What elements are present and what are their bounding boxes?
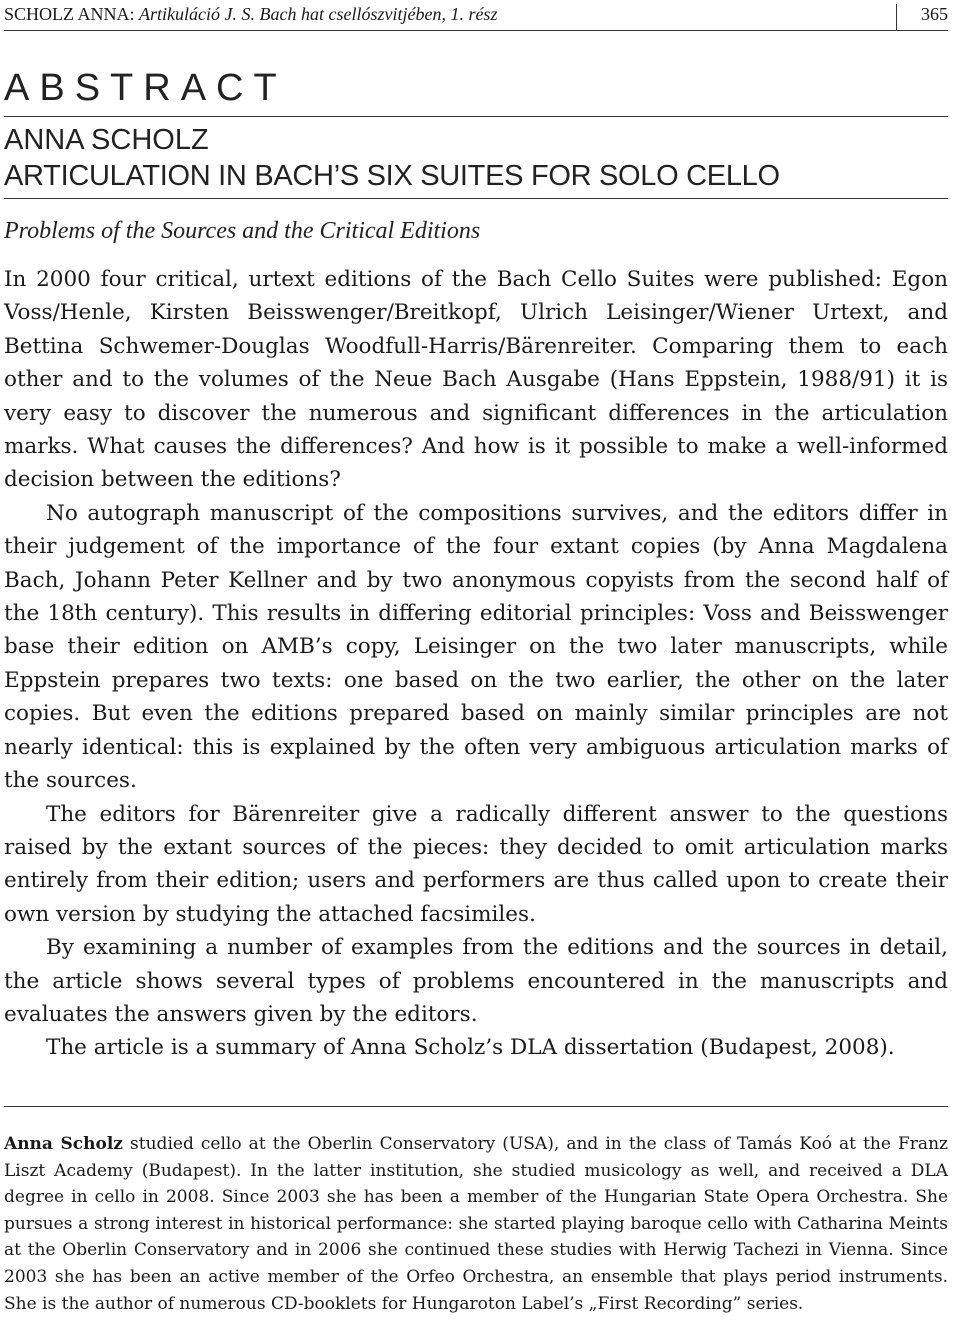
abstract-paragraph-3: The editors for Bärenreiter give a radically different answer to the questions raised by the extant sources of the pieces: they decided to omit articulation marks entirely from their edition; users and performers are thus called upon to create their own version by studying the attached facsimiles.	[4, 801, 948, 927]
abstract-paragraph-2: No autograph manuscript of the compositions survives, and the editors differ in their judgement of the importance of the four extant copies (by Anna Magdalena Bach, Johann Peter Kellner and by two anonymous copyists from the second half of the 18th century). This results in differing editorial principles: Voss and Beisswenger base their edition on AMB’s copy, Leisinger on the two later manuscripts, while Eppstein prepares two texts: one based on the two earlier, the other on the later copies. But even the editions prepared based on mainly similar principles are not nearly identical: this is explained by the often very ambiguous articulation marks of the sources.	[4, 500, 948, 794]
page-number: 365	[921, 4, 948, 24]
running-head-author: SCHOLZ ANNA:	[4, 4, 135, 24]
article-title: ARTICULATION IN BACH’S SIX SUITES FOR SOLO CELLO	[4, 160, 780, 192]
running-head-title: Artikuláció J. S. Bach hat csellószvitjében, 1. rész	[139, 4, 498, 24]
abstract-body	[4, 263, 948, 1065]
author-bio	[4, 1131, 948, 1317]
abstract-paragraph-4: By examining a number of examples from the editions and the sources in detail, the article shows several types of problems encountered in the manuscripts and evaluates the answers given by the editors.	[4, 935, 948, 1027]
running-head-divider	[896, 4, 897, 30]
header-rule	[4, 30, 948, 31]
article-subtitle: Problems of the Sources and the Critical Editions	[4, 218, 481, 244]
abstract-heading: ABSTRACT	[4, 67, 287, 109]
abstract-paragraph-1: In 2000 four critical, urtext editions of the Bach Cello Suites were published: Egon Voss/Henle, Kirsten Beisswenger/Breitkopf, Ulrich Leisinger/Wiener Urtext, and Bettina Schwemer-Douglas Woodfull-Harris/Bärenreiter. Comparing them to each other and to the volumes of the Neue Bach Ausgabe (Hans Eppstein, 1988/91) it is very easy to discover the numerous and significant differences in the articulation marks. What causes the differences? And how is it possible to make a well-informed decision between the editions?	[4, 267, 948, 493]
bio-text: studied cello at the Oberlin Conservatory (USA), and in the class of Tamás Koó at the Franz Liszt Academy (Budapest). In the latter institution, she studied musicology as well, and received a DLA degree in cello in 2008. Since 2003 she has been a member of the Hungarian State Opera Orchestra. She pursues a strong interest in historical performance: she started playing baroque cello with Catharina Meints at the Oberlin Conservatory and in 2006 she continued these studies with Herwig Tachezi in Vienna. Since 2003 she has been an active member of the Orfeo Orchestra, an ensemble that plays period instruments. She is the author of numerous CD-booklets for Hungaroton Label’s „First Recording” series.	[4, 1134, 948, 1314]
heading-rule	[4, 116, 948, 117]
article-author: ANNA SCHOLZ	[4, 124, 209, 156]
running-head-left	[4, 2, 497, 26]
running-head	[4, 2, 948, 28]
bio-author-name: Anna Scholz	[4, 1134, 123, 1154]
abstract-paragraph-5: The article is a summary of Anna Scholz’s DLA dissertation (Budapest, 2008).	[46, 1035, 895, 1061]
bio-rule	[4, 1106, 948, 1107]
title-rule	[4, 198, 948, 199]
